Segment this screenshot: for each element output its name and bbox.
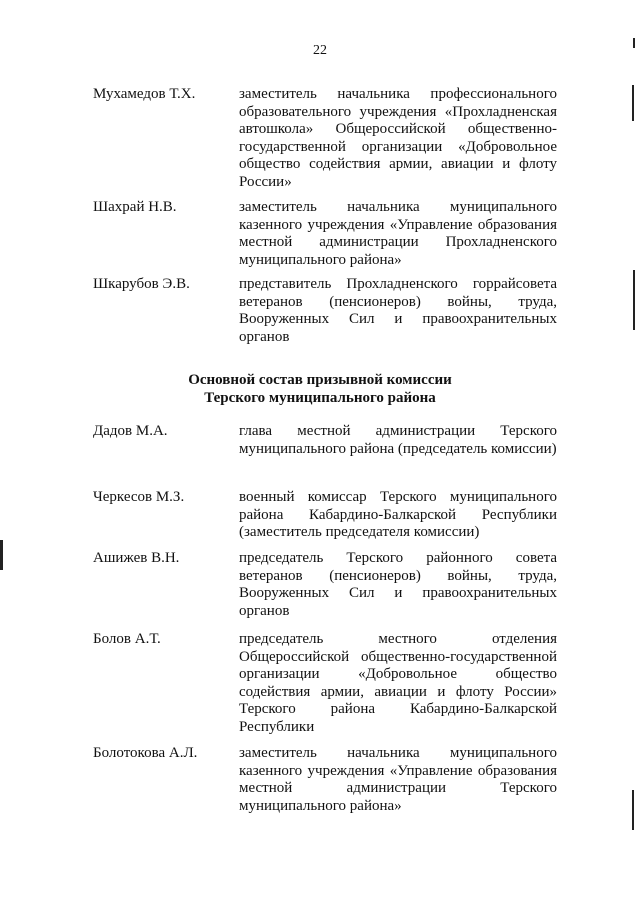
member-role: глава местной администрации Терского муниципального района (председатель комиссии)	[239, 423, 557, 457]
member-name: Черкесов М.З.	[93, 489, 185, 505]
scan-edge-mark	[632, 790, 634, 830]
member-role: заместитель начальника профессионального образовательного учреждения «Прохладненская автошкола» Общероссийской общественно-государственной организации «Добровольное общество содействия армии, авиации и флоту России»	[239, 86, 557, 190]
scan-edge-mark	[633, 270, 635, 330]
member-role: председатель местного отделения Общероссийской общественно-государственной организации «Добровольное общество содействия армии, авиации и флоту России» Терского района Кабардино-Балкарской Республики	[239, 631, 557, 735]
member-role: председатель Терского районного совета ветеранов (пенсионеров) войны, труда, Вооруженных Сил и правоохранительных органов	[239, 550, 557, 619]
member-name: Мухамедов Т.Х.	[93, 86, 196, 102]
member-name: Шахрай Н.В.	[93, 199, 177, 215]
member-name: Болотокова А.Л.	[93, 745, 198, 761]
member-role: представитель Прохладненского горрайсовета ветеранов (пенсионеров) войны, труда, Вооруженных Сил и правоохранительных органов	[239, 276, 557, 345]
scan-edge-mark	[632, 85, 634, 121]
member-name: Болов А.Т.	[93, 631, 161, 647]
page-number: 22	[313, 43, 327, 58]
member-role: заместитель начальника муниципального казенного учреждения «Управление образования местной администрации Терского муниципального района»	[239, 745, 557, 814]
member-name: Ашижев В.Н.	[93, 550, 180, 566]
member-role: военный комиссар Терского муниципального района Кабардино-Балкарской Республики (заместитель председателя комиссии)	[239, 489, 557, 540]
section-heading-line1: Основной состав призывной комиссии	[188, 372, 452, 388]
section-heading-line2: Терского муниципального района	[204, 390, 436, 406]
scan-edge-mark	[0, 540, 3, 570]
member-name: Дадов М.А.	[93, 423, 168, 439]
member-role: заместитель начальника муниципального казенного учреждения «Управление образования местной администрации Прохладненского муниципального района»	[239, 199, 557, 268]
section-heading	[0, 371, 640, 407]
scan-edge-mark	[633, 38, 635, 48]
member-name: Шкарубов Э.В.	[93, 276, 190, 292]
